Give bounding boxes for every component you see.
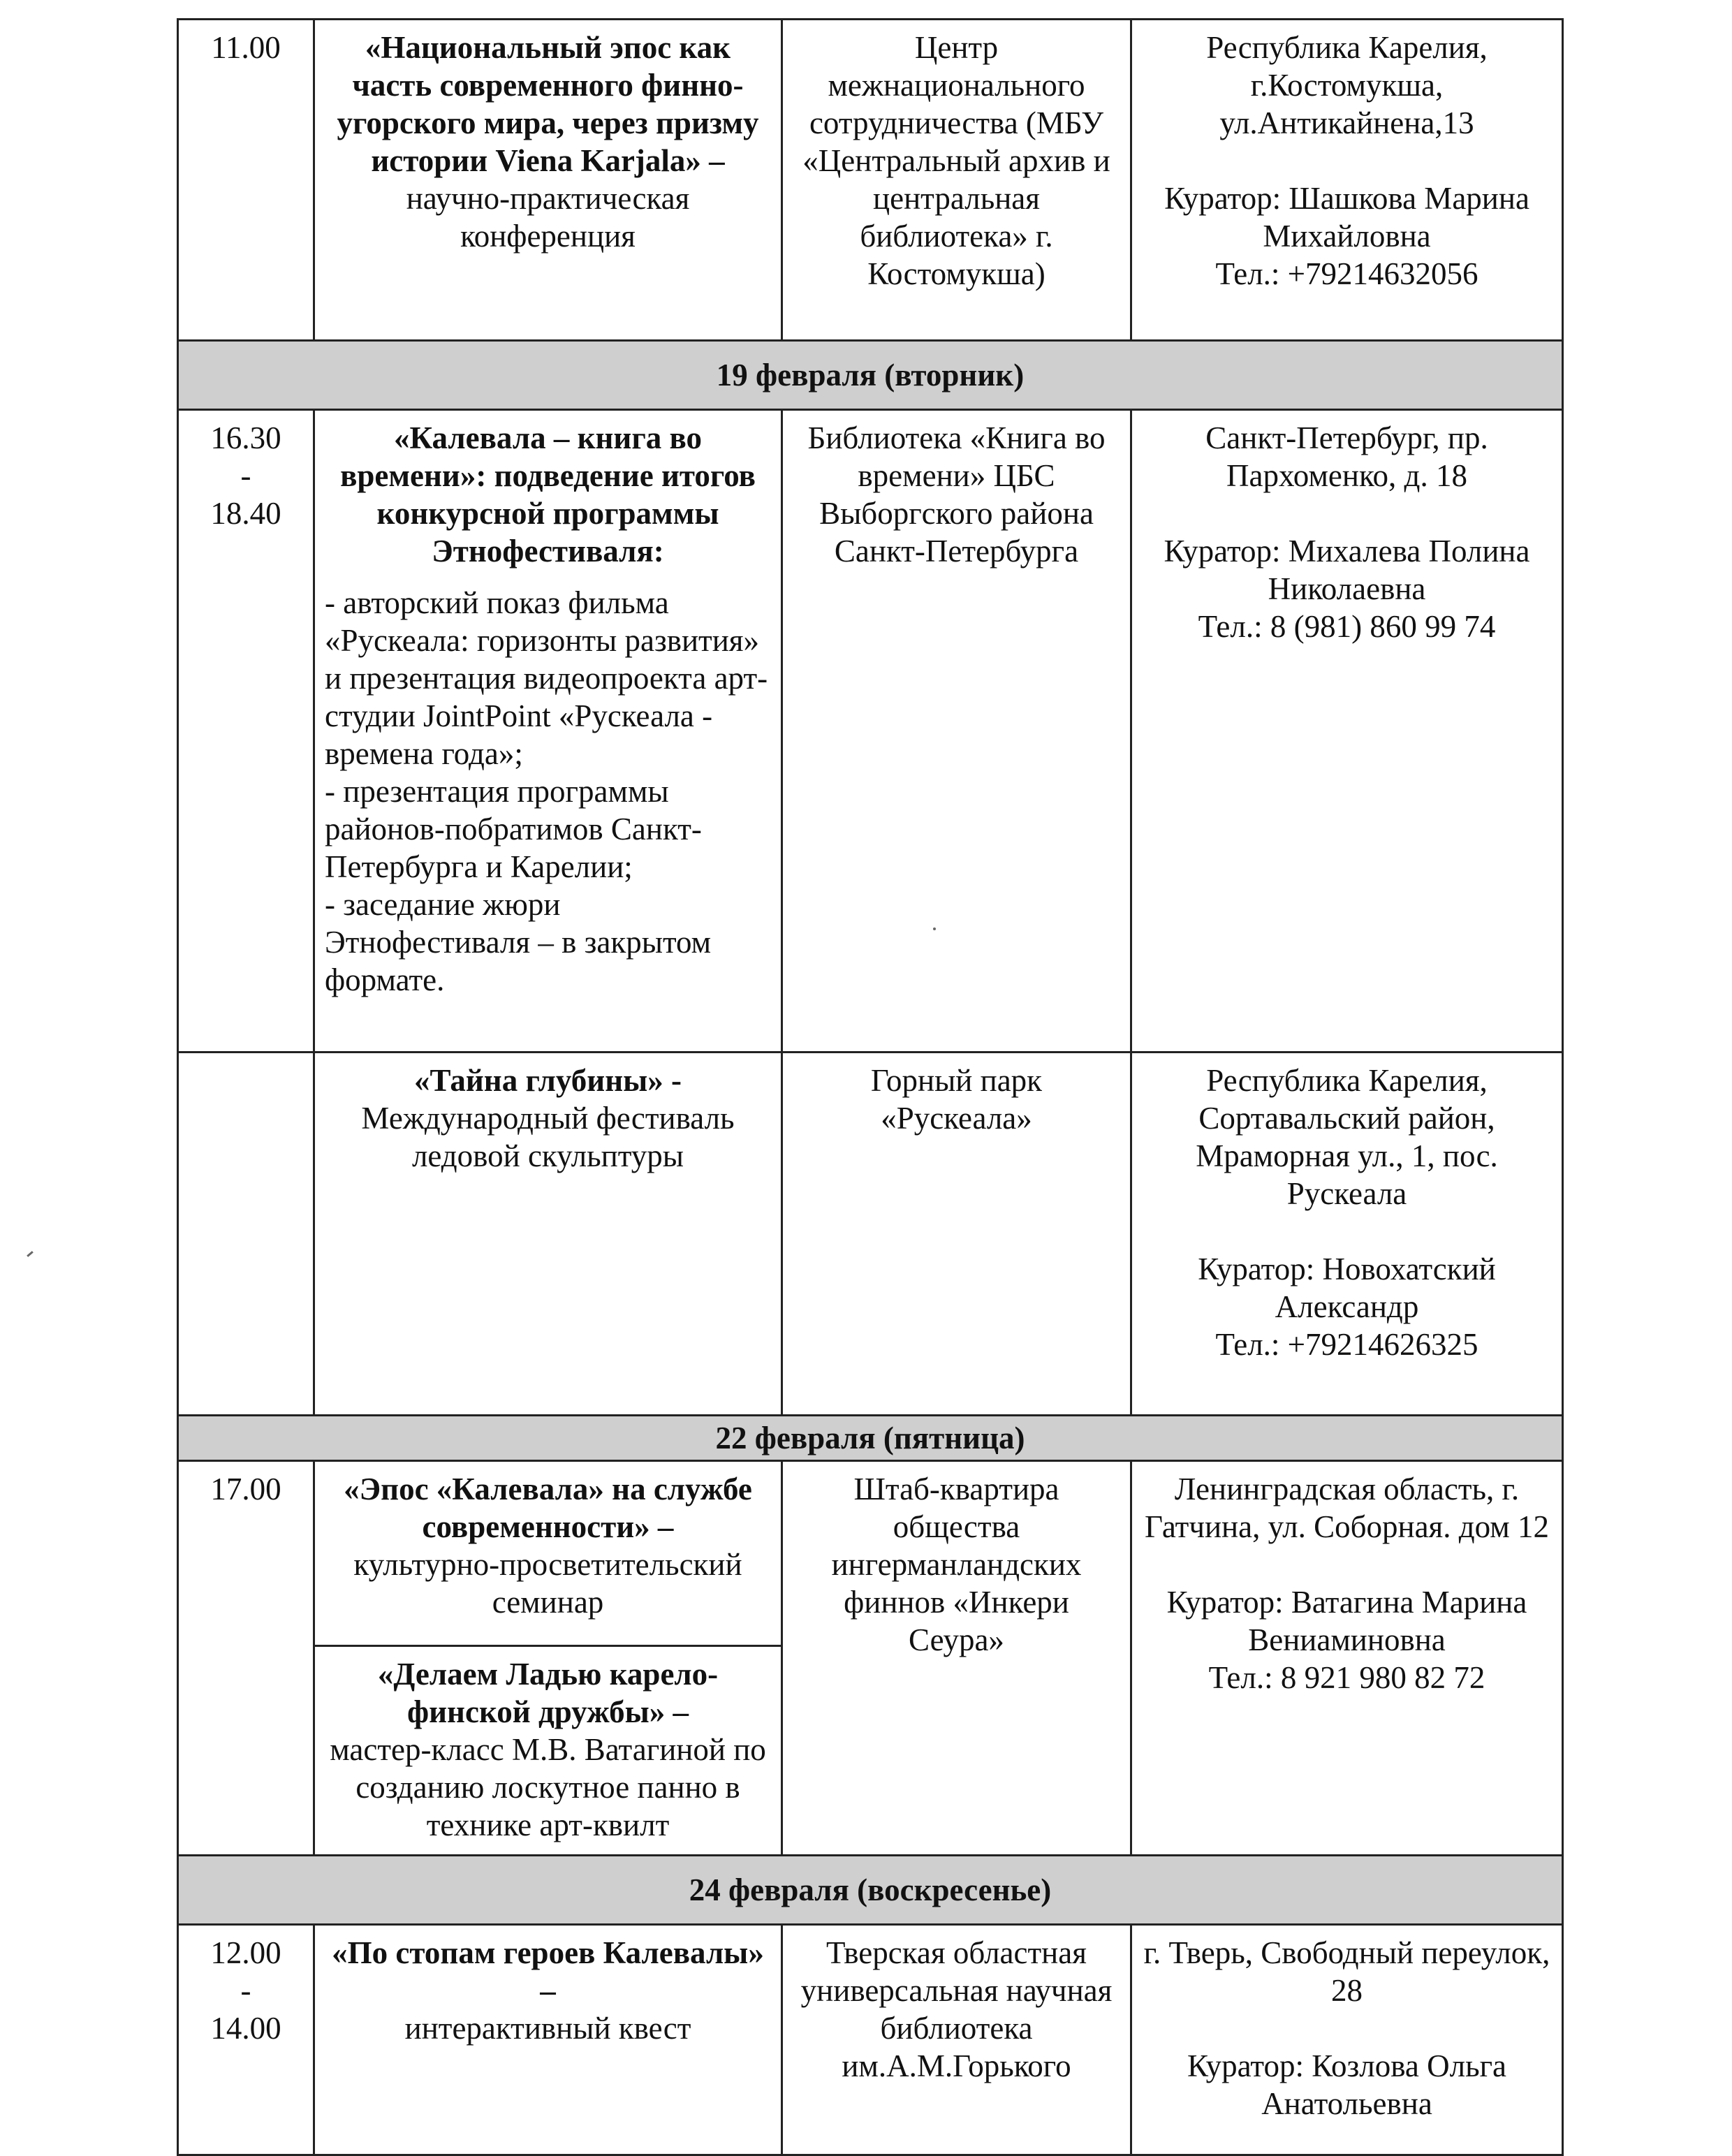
place-cell xyxy=(782,1925,1131,2155)
event-address: Санкт-Петербург, пр. Пархоменко, д. 18 xyxy=(1205,420,1488,493)
event-title: «По стопам героев Калевалы» – xyxy=(332,1935,764,2008)
event-place: Библиотека «Книга во времени» ЦБС Выборгского района Санкт-Петербурга xyxy=(807,420,1106,569)
address-cell xyxy=(1131,1053,1563,1416)
time-cell xyxy=(178,1053,314,1416)
time-end: 14.00 xyxy=(210,2011,281,2046)
date-header: 19 февраля (вторник) xyxy=(178,341,1563,410)
event-description: мастер-класс М.В. Ватагиной по созданию лоскутное панно в технике арт-квилт xyxy=(330,1732,766,1842)
time-cell xyxy=(178,1925,314,2155)
time-start: 12.00 xyxy=(210,1935,281,1970)
event-description: культурно-просветительский семинар xyxy=(353,1547,742,1620)
time-cell xyxy=(178,1461,314,1856)
place-cell xyxy=(782,410,1131,1053)
event-item: - презентация программы районов-побратимов Санкт-Петербурга и Карелии; xyxy=(325,774,702,884)
time-dash: - xyxy=(240,1973,251,2008)
event-time: 11.00 xyxy=(211,30,281,65)
event-time: 17.00 xyxy=(210,1472,281,1506)
event-description: Международный фестиваль ледовой скульптуры xyxy=(361,1101,735,1173)
time-cell xyxy=(178,410,314,1053)
curator-name: Куратор: Ватагина Марина Вениаминовна xyxy=(1166,1585,1527,1657)
time-end: 18.40 xyxy=(210,496,281,531)
event-place: Тверская областная универсальная научная библиотека им.А.М.Горького xyxy=(800,1935,1113,2083)
curator-name: Куратор: Шашкова Марина Михайловна xyxy=(1164,181,1529,254)
curator-name: Куратор: Козлова Ольга Анатольевна xyxy=(1187,2048,1507,2121)
place-cell xyxy=(782,1053,1131,1416)
event-cell xyxy=(314,20,782,341)
event-address: г. Тверь, Свободный переулок, 28 xyxy=(1143,1935,1550,2008)
event-place: Горный парк «Рускеала» xyxy=(870,1063,1043,1136)
event-title: «Калевала – книга во времени»: подведение итогов конкурсной программы Этнофестиваля: xyxy=(340,420,756,569)
event-place: Центр межнационального сотрудничества (МБУ «Центральный архив и центральная библиотека» г. Костомукша) xyxy=(802,30,1110,291)
curator-name: Куратор: Михалева Полина Николаевна xyxy=(1164,534,1530,606)
time-start: 16.30 xyxy=(210,420,281,455)
event-address: Ленинградская область, г. Гатчина, ул. Соборная. дом 12 xyxy=(1144,1472,1550,1544)
event-title: «Национальный эпос как часть современного финно-угорского мира, через призму истории Viena Karjala» – xyxy=(337,30,759,178)
event-title: «Тайна глубины» - xyxy=(413,1063,682,1098)
date-header-row xyxy=(178,1416,1563,1461)
event-cell xyxy=(314,410,782,1053)
place-cell xyxy=(782,20,1131,341)
event-address: Республика Карелия, г.Костомукша, ул.Антикайнена,13 xyxy=(1206,30,1488,140)
event-cell xyxy=(314,1461,782,1646)
event-item: - заседание жюри Этнофестиваля – в закрытом формате. xyxy=(325,887,712,997)
event-description: интерактивный квест xyxy=(404,2011,691,2046)
events-table xyxy=(177,18,1564,2156)
date-header: 22 февраля (пятница) xyxy=(178,1416,1563,1461)
scan-speck xyxy=(27,1251,34,1257)
time-cell xyxy=(178,20,314,341)
scan-speck xyxy=(933,927,936,930)
curator-phone: Тел.: +79214626325 xyxy=(1215,1327,1478,1362)
curator-phone: Тел.: 8 (981) 860 99 74 xyxy=(1198,609,1496,644)
address-cell xyxy=(1131,1461,1563,1856)
table-row xyxy=(178,1053,1563,1416)
event-title: «Делаем Ладью карело-финской дружбы» – xyxy=(377,1657,719,1729)
event-address: Республика Карелия, Сортавальский район, Мраморная ул., 1, пос. Рускеала xyxy=(1196,1063,1498,1211)
curator-phone: Тел.: 8 921 980 82 72 xyxy=(1208,1660,1485,1695)
date-header-row xyxy=(178,341,1563,410)
event-cell xyxy=(314,1925,782,2155)
address-cell xyxy=(1131,20,1563,341)
table-row xyxy=(178,1461,1563,1646)
address-cell xyxy=(1131,1925,1563,2155)
date-header-row xyxy=(178,1856,1563,1925)
curator-name: Куратор: Новохатский Александр xyxy=(1198,1252,1496,1324)
event-title: «Эпос «Калевала» на службе современности» – xyxy=(344,1472,752,1544)
table-row xyxy=(178,20,1563,341)
curator-phone: Тел.: +79214632056 xyxy=(1215,256,1478,291)
event-cell xyxy=(314,1646,782,1856)
date-header: 24 февраля (воскресенье) xyxy=(178,1856,1563,1925)
address-cell xyxy=(1131,410,1563,1053)
event-description: научно-практическая конференция xyxy=(406,181,690,254)
event-place: Штаб-квартира общества ингерманландских финнов «Инкери Сеура» xyxy=(831,1472,1082,1657)
table-row xyxy=(178,1925,1563,2155)
event-cell xyxy=(314,1053,782,1416)
table-row xyxy=(178,410,1563,1053)
place-cell xyxy=(782,1461,1131,1856)
time-dash: - xyxy=(240,458,251,493)
event-item: - авторский показ фильма «Рускеала: горизонты развития» и презентация видеопроекта арт-студии JointPoint «Рускеала - времена года»; xyxy=(325,585,768,771)
